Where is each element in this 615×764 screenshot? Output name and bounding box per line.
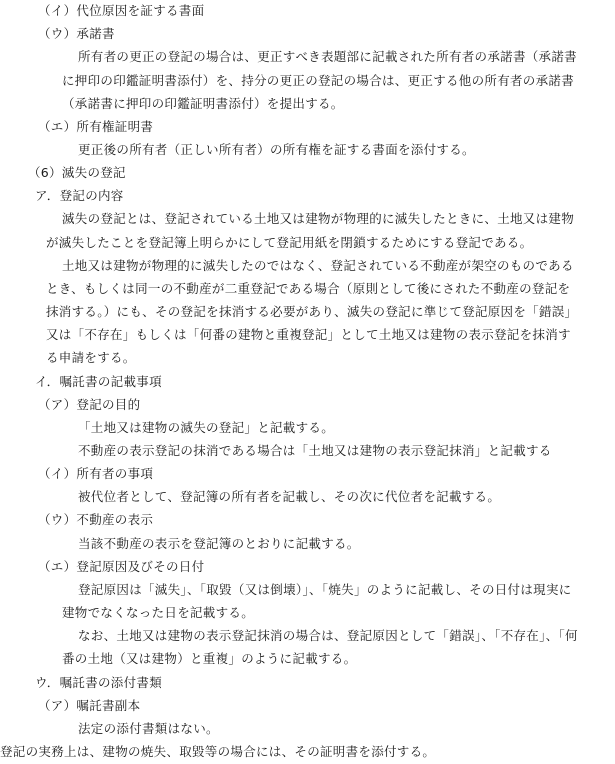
item-heading: （ウ）不動産の表示: [38, 512, 154, 528]
section-heading: （6）滅失の登記: [28, 165, 126, 181]
paragraph-line: 滅失の登記とは、登記されている土地又は建物が物理的に滅失したときに、土地又は建物: [62, 211, 575, 227]
item-heading: （ア）嘱託書副本: [38, 697, 141, 713]
item-heading: （エ）所有権証明書: [38, 118, 154, 134]
paragraph-line: 被代位者として、登記簿の所有者を記載し、その次に代位者を記載する。: [78, 489, 501, 505]
paragraph-line: 所有者の更正の登記の場合は、更正すべき表題部に記載された所有者の承諾書（承諾書: [78, 49, 577, 65]
paragraph-line: 「土地又は建物の滅失の登記」と記載する。: [78, 419, 335, 435]
paragraph-line: （承諾書に押印の印鑑証明書添付）を提出する。: [62, 95, 344, 111]
paragraph-line: る申請をする。: [46, 350, 136, 366]
paragraph-line: 抹消する。）にも、その登記を抹消する必要があり、滅失の登記に準じて登記原因を「錯誤」: [46, 304, 578, 319]
item-heading: （ウ）承諾書: [38, 26, 115, 42]
subsection-heading: ウ．嘱託書の添付書類: [35, 674, 163, 690]
paragraph-line: なお、土地又は建物の表示登記抹消の場合は、登記原因として「錯誤」、「不存在」、「何: [78, 628, 578, 644]
paragraph-line: に押印の印鑑証明書添付）を、持分の更正の登記の場合は、更正する他の所有者の承諾書: [62, 72, 575, 88]
paragraph-line: 又は「不存在」もしくは「何番の建物と重複登記」として土地又は建物の表示登記を抹消す: [46, 327, 571, 343]
item-heading: （ア）登記の目的: [38, 396, 141, 412]
paragraph-line: 登記の実務上は、建物の焼失、取毀等の場合には、その証明書を添付する。: [0, 744, 436, 759]
paragraph-line: 更正後の所有者（正しい所有者）の所有権を証する書面を添付する。: [78, 141, 475, 157]
paragraph-line: 法定の添付書類はない。: [78, 720, 219, 736]
item-heading: （エ）登記原因及びその日付: [38, 558, 205, 574]
paragraph-line: 建物でなくなった日を記載する。: [62, 605, 255, 621]
paragraph-line: 番の土地（又は建物）と重複」のように記載する。: [62, 651, 357, 667]
paragraph-line: 当該不動産の表示を登記簿のとおりに記載する。: [78, 535, 360, 551]
subsection-heading: イ．嘱託書の記載事項: [35, 373, 162, 389]
paragraph-line: が滅失したことを登記簿上明らかにして登記用紙を閉鎖するためにする登記である。: [46, 234, 533, 250]
subsection-heading: ア．登記の内容: [35, 188, 124, 204]
item-heading: （イ）所有者の事項: [38, 466, 154, 482]
item-heading: （イ）代位原因を証する書面: [38, 3, 205, 18]
paragraph-line: 土地又は建物が物理的に滅失したのではなく、登記されている不動産が架空のものである: [62, 257, 574, 273]
paragraph-line: 登記原因は「滅失」、「取毀（又は倒壊）」、「焼失」のように記載し、その日付は現実に: [78, 581, 572, 597]
paragraph-line: 不動産の表示登記の抹消である場合は「土地又は建物の表示登記抹消」と記載する: [78, 443, 552, 458]
paragraph-line: とき、もしくは同一の不動産が二重登記である場合（原則として後にされた不動産の登記を: [46, 280, 571, 296]
